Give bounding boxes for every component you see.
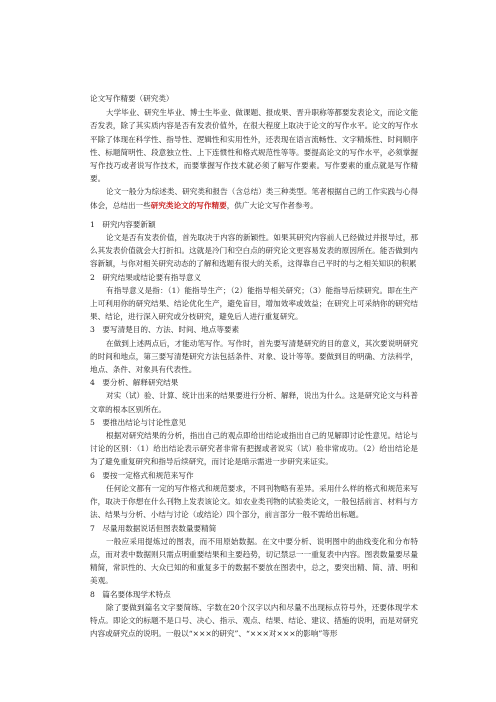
section-3-body: 在做到上述两点后，才能动笔写作。写作时，首先要写清楚研究的目的意义，其次要说明研究的时间和地点，第三要写清楚研究方法包括条件、对象、设计等等。要做到目的明确、方法科学，地点、条件、对象具有代表性。 bbox=[90, 338, 418, 375]
section-5-heading: 5 要推出结论与讨论性意见 bbox=[90, 417, 186, 427]
section-3-heading: 3 要写清楚目的、方法、时间、地点等要素 bbox=[90, 325, 240, 335]
document-title: 论文写作精要（研究类） bbox=[90, 94, 174, 103]
section-8-heading: 8 篇名要体现学术特点 bbox=[90, 589, 171, 599]
section-4-heading: 4 要分析、解释研究结果 bbox=[90, 378, 179, 388]
section-7-heading: 7 尽量用数据说话但图表数量要精简 bbox=[90, 523, 217, 533]
intro-text-b: ，供广大论文写作者参考。 bbox=[226, 200, 318, 210]
section-2-heading: 2 研究结果或结论要有指导意义 bbox=[90, 272, 202, 282]
section-8-body: 除了要做到篇名文字要简练、字数在20个汉字以内和尽量不出现标点符号外，还要体现学术特点。即论文的标题不是口号、决心、指示、观点、结果、结论、建议、措施的说明，而是对研究内容或研究点的说明。一般以“×××的研究”、“×××对×××的影响”等形 bbox=[90, 602, 418, 639]
document-body bbox=[90, 92, 418, 640]
intro-text-a: 论文一般分为综述类、研究类和报告（含总结）类三种类型。笔者根据自己的工作实践与心得体会，总结出一些 bbox=[90, 187, 418, 210]
section-2-body: 有指导意义是指：（1）能指导生产；（2）能指导相关研究；（3）能指导后续研究。即在生产上可利用你的研究结果、结论优化生产，避免盲目，增加效率或效益；在研究上可采纳你的研究结果、结论，进行深入研究或分枝研究，避免后人进行重复研究。 bbox=[90, 285, 418, 322]
section-6-body: 任何论文都有一定的写作格式和规范要求，不同刊物略有差异。采用什么样的格式和规范来写作，取决于你想在什么刊物上发表该论文。如农业类刊物的试验类论文，一般包括前言、材料与方法、结果与分析、小结与讨论（或结论）四个部分，前言部分一般不需给出标题。 bbox=[90, 483, 418, 520]
section-1-heading: 1 研究内容要新颖 bbox=[90, 219, 156, 229]
section-1-body: 论文是否有发表价值，首先取决于内容的新颖性。如果其研究内容前人已经做过并报导过，那么其发表价值就会大打折扣。这就是冷门和空白点的研究论文更容易发表的原因所在。能否做到内容新颖，与你对相关研究动态的了解和选题有很大的关系，这得靠自己平时的与之相关知识的积累 bbox=[90, 233, 418, 269]
section-5-body: 根据对研究结果的分析，指出自己的观点即给出结论或指出自己的见解即讨论性意见。结论与讨论的区别：（1）给出结论表示研究者非常有把握或者说实（试）验非常成功。（2）给出结论是为了避免重复研究和指导后续研究，而讨论是暗示需进一步研究来证实。 bbox=[90, 431, 418, 467]
section-4-body: 对实（试）验、计算、统计出来的结果要进行分析、解释，说出为什么。这是研究论文与科普文章的根本区别所在。 bbox=[90, 391, 418, 414]
highlighted-phrase: 研究类论文的写作精要 bbox=[150, 200, 227, 210]
intro-paragraph-1: 大学毕业、研究生毕业、博士生毕业、做课题、报成果、晋升职称等都要发表论文，而论文能否发表，除了其实质内容是否有发表价值外，在很大程度上取决于论文的写作水平。论文的写作水平除了体现在科学性、指导性、逻辑性和实用性外，还表现在语言流畅性、文字精炼性、时间顺序性、标题简明性、段意独立性、上下连惯性和格式规范性等等。要提高论文的写作水平，必须掌握写作技巧或者说写作技术，而要掌握写作技术就必须了解写作要素。写作要素的重点就是写作精要。 bbox=[90, 108, 418, 184]
section-6-heading: 6 要按一定格式和规范来写作 bbox=[90, 470, 194, 480]
intro-paragraph-2 bbox=[90, 185, 418, 211]
section-7-body: 一般应采用提炼过的图表，而不用原始数据。在文中要分析、说明图中的曲线变化和分布特点，而对表中数据则只需点明重要结果和主要趋势，切记禁忌一一重复表中内容。图表数量要尽量精简，常识性的、大众已知的和重复多于的数据不要放在图表中，总之，要突出精、简、清、明和美观。 bbox=[90, 536, 418, 586]
